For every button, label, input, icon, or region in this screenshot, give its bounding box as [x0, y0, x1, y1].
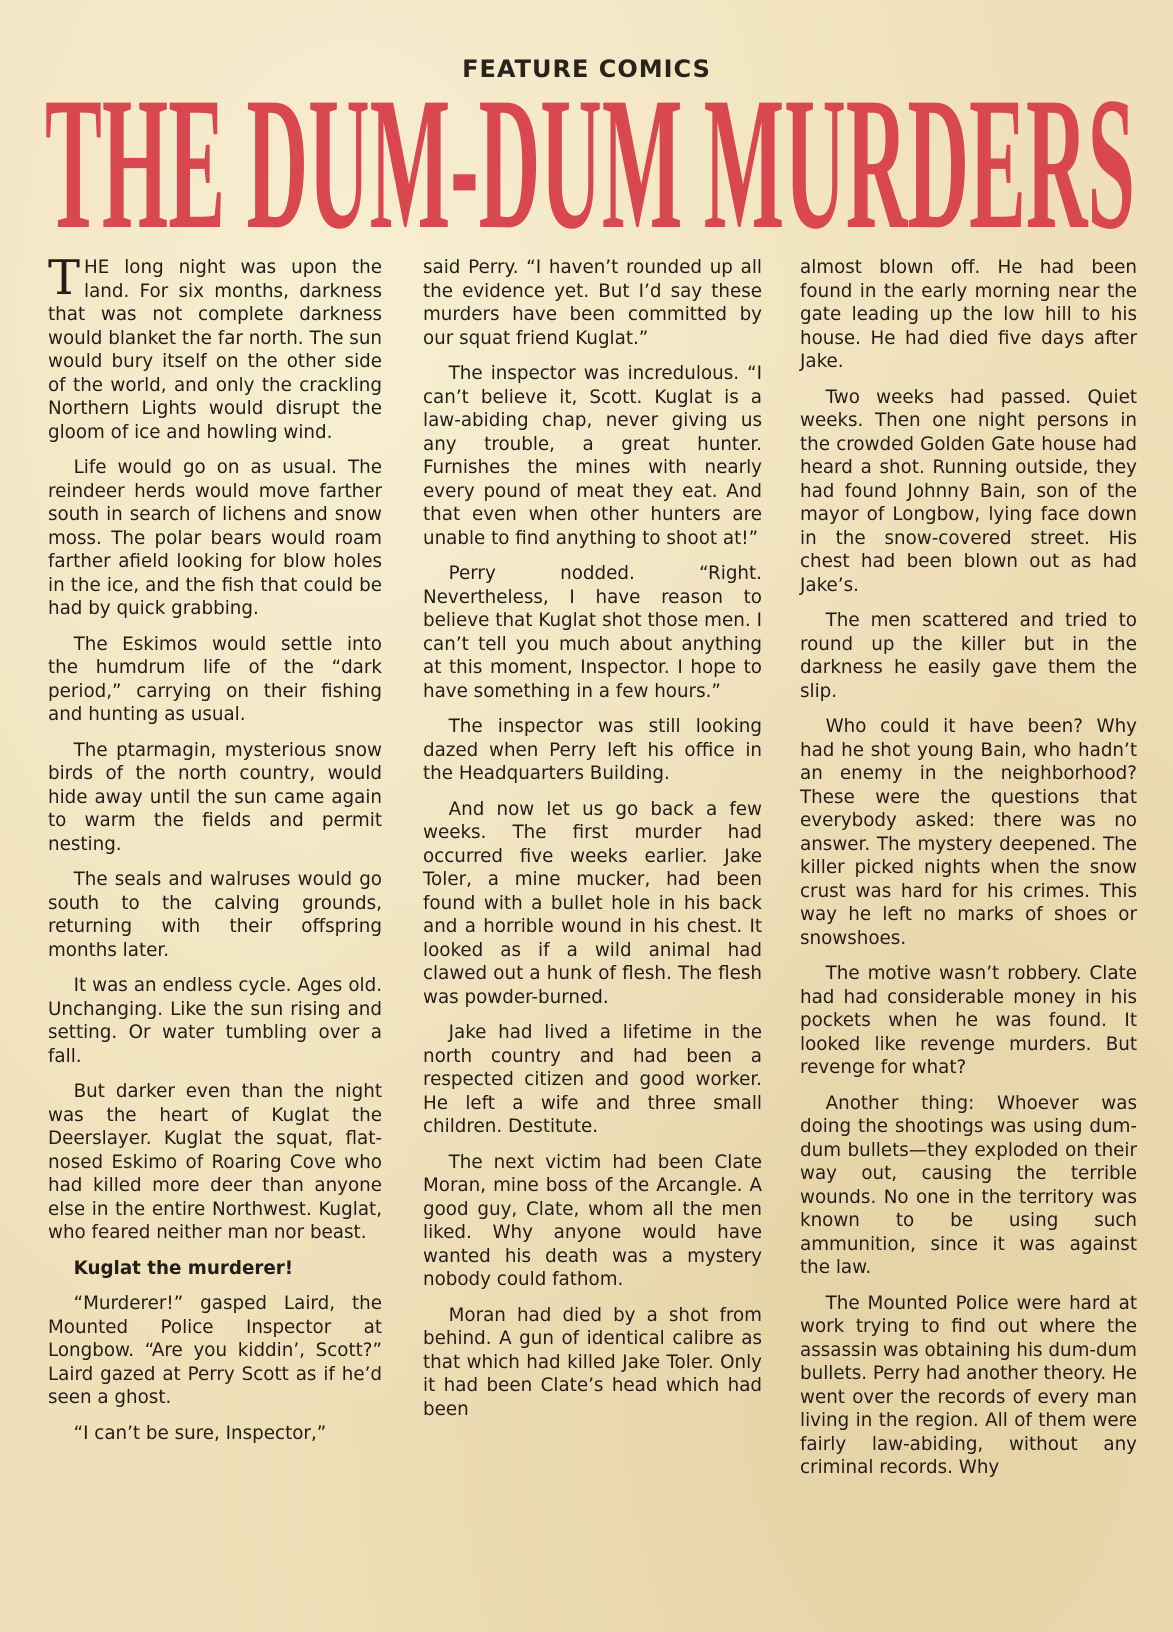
paragraph: said Perry. “I haven’t rounded up all the evidence yet. But I’d say these murders have been committed by our squat friend Kuglat.”	[423, 257, 762, 349]
paragraph: Who could it have been? Why had he shot young Bain, who hadn’t an enemy in the neighborhood? These were the questions that everybody asked: there was no answer. The mystery deepened. The killer picked nights when the snow crust was hard for his crimes. This way he left no marks of shoes or snowshoes.	[800, 716, 1137, 949]
paragraph: The ptarmagin, mysterious snow birds of the north country, would hide away until the sun came again to warm the fields and permit nesting.	[48, 739, 382, 855]
paragraph: The next victim had been Clate Moran, mine boss of the Arcangle. A good guy, Clate, whom all the men liked. Why anyone would have wanted his death was a mystery nobody could fathom.	[423, 1151, 762, 1290]
paragraph: The inspector was still looking dazed when Perry left his office in the Headquarters Building.	[423, 716, 762, 784]
paragraph: Moran had died by a shot from behind. A gun of identical calibre as that which had killed Jake Toler. Only it had been Clate’s head which had been	[423, 1304, 762, 1420]
paragraph: “Murderer!” gasped Laird, the Mounted Police Inspector at Longbow. “Are you kiddin’, Scott?” Laird gazed at Perry Scott as if he’d seen a ghost.	[48, 1293, 382, 1408]
text-column-3	[800, 256, 1137, 1492]
paragraph: But darker even than the night was the heart of Kuglat the Deerslayer. Kuglat the squat, flat-nosed Eskimo of Roaring Cove who had killed more deer than anyone else in the entire Northwest. Kuglat, who feared neither man nor beast.	[48, 1081, 382, 1243]
paragraph: Another thing: Whoever was doing the shootings was using dum-dum bullets—they exploded on their way out, causing the terrible wounds. No one in the territory was known to be using such ammunition, since it was against the law.	[800, 1092, 1137, 1278]
paragraph: The Mounted Police were hard at work trying to find out where the assassin was obtaining his dum-dum bullets. Perry had another theory. He went over the records of every man living in the region. All of them were fairly law-abiding, without any criminal records. Why	[800, 1292, 1137, 1478]
text-column-2	[423, 256, 762, 1433]
paragraph: Two weeks had passed. Quiet weeks. Then one night persons in the crowded Golden Gate house had heard a shot. Running outside, they had found Johnny Bain, son of the mayor of Longbow, lying face down in the snow-covered street. His chest had been blown out as had Jake’s.	[800, 386, 1137, 596]
paragraph: “I can’t be sure, Inspector,”	[73, 1422, 327, 1444]
paragraph: The motive wasn’t robbery. Clate had had considerable money in his pockets when he was found. It looked like revenge murders. But revenge for what?	[800, 963, 1137, 1078]
paragraph: almost blown off. He had been found in the early morning near the gate leading up the low hill to his house. He had died five days after Jake.	[800, 257, 1137, 372]
paragraph: It was an endless cycle. Ages old. Unchanging. Like the sun rising and setting. Or water tumbling over a fall.	[48, 975, 382, 1067]
paragraph	[48, 250, 382, 444]
text-column-1	[48, 250, 382, 1457]
masthead: FEATURE COMICS	[462, 55, 711, 83]
paragraph: Perry nodded. “Right. Nevertheless, I have reason to believe that Kuglat shot those men. I can’t tell you much about anything at this moment, Inspector. I hope to have something in a few hours.”	[423, 563, 762, 702]
story-title-text: THE DUM-DUM MURDERS	[45, 75, 1135, 240]
paragraph: Kuglat the murderer!	[73, 1257, 294, 1279]
paragraph-text: HE long night was upon the land. For six months, darkness that was not complete darkness would blanket the far north. The sun would bury itself on the other side of the world, and only the crackling Northern Lights would disrupt the gloom of ice and howling wind.	[48, 257, 382, 443]
paragraph: Life would go on as usual. The reindeer herds would move farther south in search of lichens and snow moss. The polar bears would roam farther afield looking for blow holes in the ice, and the fish that could be had by quick grabbing.	[48, 457, 382, 619]
story-title	[40, 75, 1140, 240]
paragraph: Jake had lived a lifetime in the north country and had been a respected citizen and good worker. He left a wife and three small children. Destitute.	[423, 1022, 762, 1137]
paragraph: The inspector was incredulous. “I can’t believe it, Scott. Kuglat is a law-abiding chap, never giving us any trouble, a great hunter. Furnishes the mines with nearly every pound of meat they eat. And that even when other hunters are unable to find anything to shoot at!”	[423, 363, 762, 549]
paragraph: The Eskimos would settle into the humdrum life of the “dark period,” carrying on their fishing and hunting as usual.	[48, 633, 382, 725]
paragraph: The seals and walruses would go south to the calving grounds, returning with their offspring months later.	[48, 869, 382, 961]
drop-cap: T	[48, 250, 81, 306]
paragraph: And now let us go back a few weeks. The first murder had occurred five weeks earlier. Jake Toler, a mine mucker, had been found with a bullet hole in his back and a horrible wound in his chest. It looked as if a wild animal had clawed out a hunk of flesh. The flesh was powder-burned.	[423, 798, 762, 1008]
paragraph: The men scattered and tried to round up the killer but in the darkness he easily gave them the slip.	[800, 610, 1137, 702]
story-title-graphic	[40, 75, 1140, 240]
